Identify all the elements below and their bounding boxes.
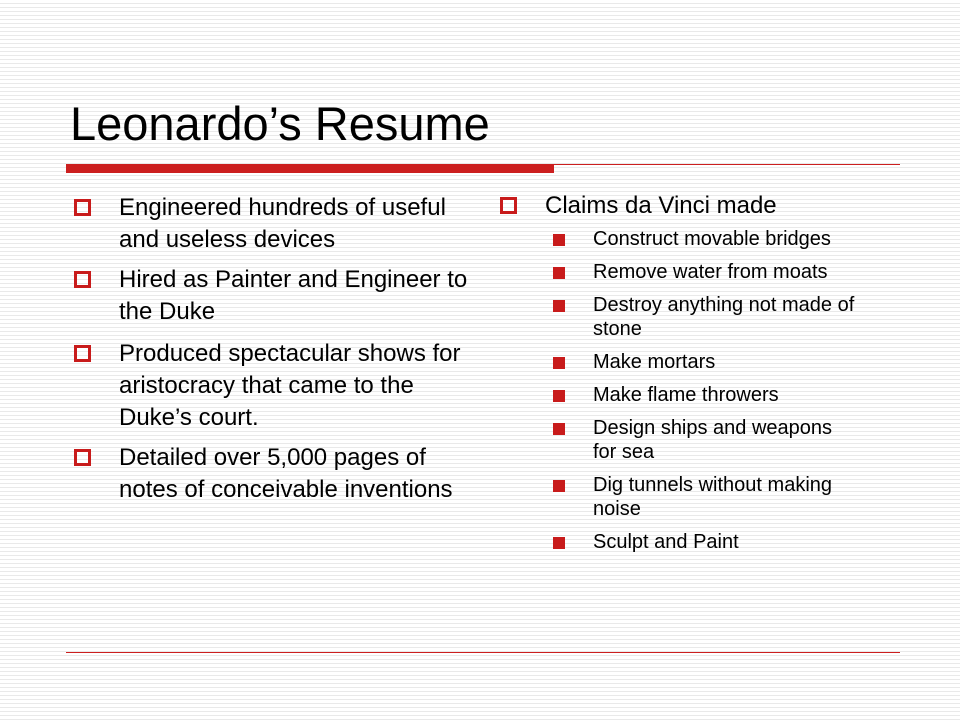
claims-list	[498, 227, 858, 554]
right-column	[498, 190, 858, 563]
bullet-text: Produced spectacular shows for aristocracy that came to the Duke’s court.	[119, 340, 461, 431]
list-item-text: Design ships and weapons for sea	[593, 417, 833, 463]
hollow-square-icon	[74, 199, 91, 216]
left-bullet-item	[72, 442, 472, 506]
filled-square-icon	[553, 267, 565, 279]
hollow-square-icon	[74, 449, 91, 466]
filled-square-icon	[553, 537, 565, 549]
filled-square-icon	[553, 390, 565, 402]
list-item	[498, 227, 858, 251]
list-item	[498, 530, 858, 554]
list-item	[498, 416, 858, 464]
filled-square-icon	[553, 234, 565, 246]
right-heading-bullet	[498, 190, 858, 222]
left-bullet-item	[72, 264, 472, 328]
bullet-text: Engineered hundreds of useful and useless devices	[119, 194, 446, 253]
list-item	[498, 473, 858, 521]
left-column	[72, 192, 472, 514]
list-item	[498, 293, 858, 341]
list-item-text: Construct movable bridges	[593, 228, 831, 250]
list-item-text: Sculpt and Paint	[593, 531, 739, 553]
hollow-square-icon	[74, 345, 91, 362]
bullet-text: Detailed over 5,000 pages of notes of conceivable inventions	[119, 444, 453, 503]
slide-title: Leonardo’s Resume	[70, 97, 490, 150]
list-item-text: Dig tunnels without making noise	[593, 474, 833, 520]
hollow-square-icon	[74, 271, 91, 288]
filled-square-icon	[553, 357, 565, 369]
list-item-text: Make flame throwers	[593, 384, 779, 406]
hollow-square-icon	[500, 197, 517, 214]
list-item-text: Make mortars	[593, 351, 716, 373]
title-divider-accent	[66, 164, 554, 173]
filled-square-icon	[553, 480, 565, 492]
filled-square-icon	[553, 300, 565, 312]
list-item-text: Remove water from moats	[593, 261, 828, 283]
list-item	[498, 383, 858, 407]
right-heading: Claims da Vinci made	[545, 192, 777, 219]
left-bullet-item	[72, 338, 472, 434]
list-item	[498, 350, 858, 374]
left-bullet-item	[72, 192, 472, 256]
list-item	[498, 260, 858, 284]
list-item-text: Destroy anything not made of stone	[593, 294, 855, 340]
bullet-text: Hired as Painter and Engineer to the Duke	[119, 266, 468, 325]
filled-square-icon	[553, 423, 565, 435]
footer-divider	[66, 652, 900, 653]
